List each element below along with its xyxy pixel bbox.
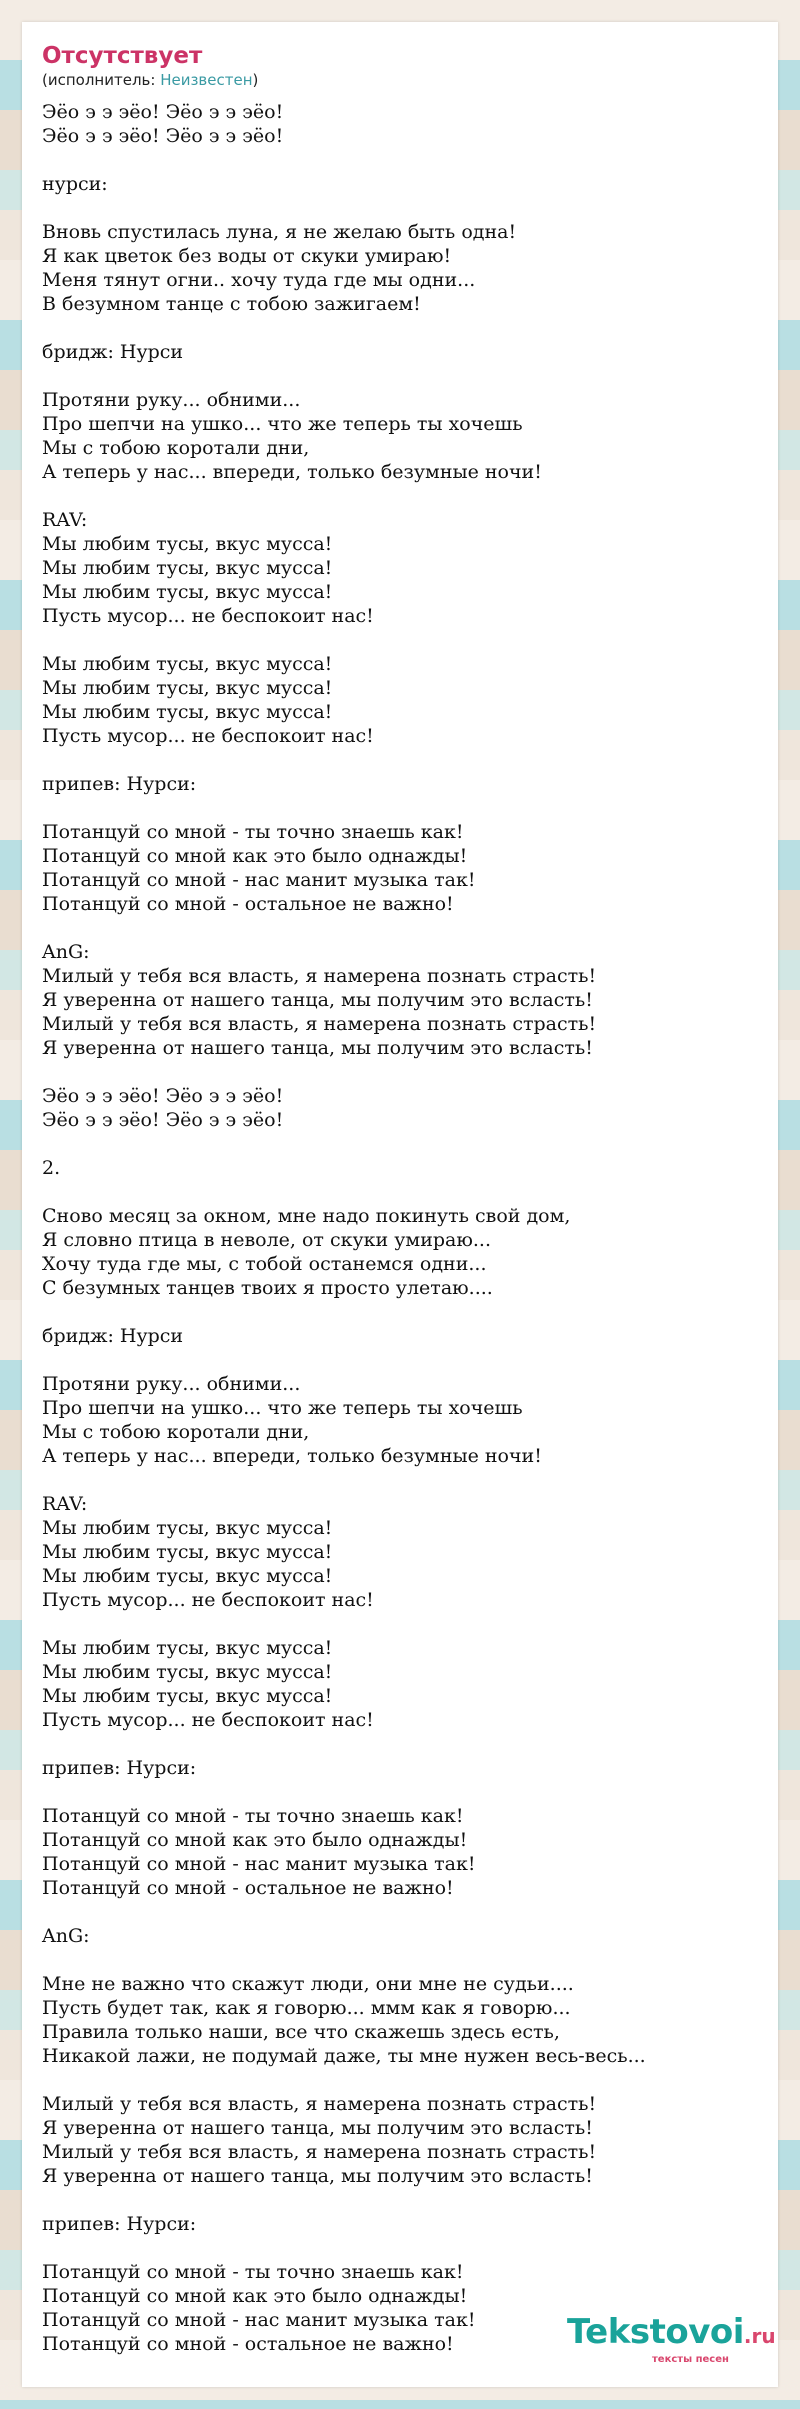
lyric-blank-line [42,1348,762,1372]
lyric-line: Мы любим тусы, вкус мусса! [42,1565,333,1587]
lyric-line: Потанцуй со мной как это было однажды! [42,2285,468,2307]
logo-name: Tekstovoi [567,2312,744,2352]
logo-tagline: тексты песен [652,2354,729,2365]
lyric-line: Мы любим тусы, вкус мусса! [42,1517,333,1539]
lyric-line: Хочу туда где мы, с тобой останемся одни... [42,1253,487,1275]
artist-link[interactable]: Неизвестен [160,71,253,89]
lyric-line: Мы любим тусы, вкус мусса! [42,653,333,675]
lyric-blank-line [42,2068,762,2092]
lyric-line: В безумном танце с тобою зажигаем! [42,293,421,315]
lyric-line: Мы с тобою коротали дни, [42,1421,310,1443]
lyric-line: припев: Нурси: [42,1757,197,1779]
lyric-line: Эёо э э эёо! Эёо э э эёо! [42,1085,284,1107]
lyric-line: Пусть будет так, как я говорю... ммм как я говорю... [42,1997,571,2019]
lyric-line: Мы любим тусы, вкус мусса! [42,701,333,723]
lyric-line: Эёо э э эёо! Эёо э э эёо! [42,125,284,147]
lyric-line: Я уверенна от нашего танца, мы получим это всласть! [42,2165,593,2187]
lyric-line: Потанцуй со мной как это было однажды! [42,845,468,867]
lyric-line: Мы любим тусы, вкус мусса! [42,1661,333,1683]
lyric-line: Пусть мусор... не беспокоит нас! [42,1709,374,1731]
lyric-line: 2. [42,1157,61,1179]
lyric-blank-line [42,1060,762,1084]
lyric-line: AnG: [42,1925,90,1947]
lyric-line: Пусть мусор... не беспокоит нас! [42,725,374,747]
lyrics-card [22,22,778,2387]
lyric-blank-line [42,484,762,508]
lyric-blank-line [42,628,762,652]
lyric-line: Мы любим тусы, вкус мусса! [42,1541,333,1563]
lyric-blank-line [42,1132,762,1156]
lyric-line: Я как цветок без воды от скуки умираю! [42,245,452,267]
lyric-line: Пусть мусор... не беспокоит нас! [42,605,374,627]
lyric-line: Никакой лажи, не подумай даже, ты мне нужен весь-весь... [42,2045,646,2067]
performer-suffix: ) [252,71,259,89]
performer-prefix: (исполнитель: [42,71,161,89]
lyric-line: Потанцуй со мной - нас манит музыка так! [42,2309,476,2331]
lyric-line: Я словно птица в неволе, от скуки умираю... [42,1229,492,1251]
lyric-blank-line [42,796,762,820]
lyric-line: бридж: Нурси [42,1325,184,1347]
performer-line [42,70,258,90]
lyric-line: Потанцуй со мной - нас манит музыка так! [42,1853,476,1875]
lyric-line: Я уверенна от нашего танца, мы получим это всласть! [42,2117,593,2139]
lyric-line: припев: Нурси: [42,2213,197,2235]
lyric-blank-line [42,1948,762,1972]
lyric-line: Меня тянут огни.. хочу туда где мы одни... [42,269,476,291]
lyric-line: Я уверенна от нашего танца, мы получим это всласть! [42,989,593,1011]
lyric-line: Мы любим тусы, вкус мусса! [42,1637,333,1659]
lyrics-text [42,100,762,2356]
lyric-line: припев: Нурси: [42,773,197,795]
lyric-blank-line [42,1900,762,1924]
lyric-line: Пусть мусор... не беспокоит нас! [42,1589,374,1611]
lyric-blank-line [42,196,762,220]
site-logo[interactable] [567,2312,782,2372]
lyric-line: Мы любим тусы, вкус мусса! [42,1685,333,1707]
lyric-blank-line [42,916,762,940]
lyric-line: Потанцуй со мной - нас манит музыка так! [42,869,476,891]
lyric-blank-line [42,2188,762,2212]
lyric-line: Потанцуй со мной - остальное не важно! [42,2333,454,2355]
lyric-line: Эёо э э эёо! Эёо э э эёо! [42,1109,284,1131]
lyric-line: А теперь у нас... впереди, только безумные ночи! [42,461,542,483]
lyric-line: Мне не важно что скажут люди, они мне не судьи.... [42,1973,574,1995]
lyric-line: AnG: [42,941,90,963]
lyric-line: RAV: [42,509,88,531]
lyric-line: Эёо э э эёо! Эёо э э эёо! [42,101,284,123]
lyric-blank-line [42,2236,762,2260]
logo-tld: .ru [743,2324,776,2348]
logo-wordmark [567,2312,776,2356]
lyric-line: Мы с тобою коротали дни, [42,437,310,459]
lyric-line: А теперь у нас... впереди, только безумные ночи! [42,1445,542,1467]
song-title: Отсутствует [42,43,203,69]
lyric-line: Потанцуй со мной - ты точно знаешь как! [42,2261,464,2283]
lyric-line: Милый у тебя вся власть, я намерена познать страсть! [42,1013,597,1035]
lyric-line: Сново месяц за окном, мне надо покинуть свой дом, [42,1205,571,1227]
lyric-blank-line [42,364,762,388]
lyric-line: Потанцуй со мной как это было однажды! [42,1829,468,1851]
lyric-blank-line [42,316,762,340]
lyric-blank-line [42,1732,762,1756]
lyric-line: нурси: [42,173,108,195]
lyric-line: бридж: Нурси [42,341,184,363]
lyric-blank-line [42,1612,762,1636]
lyric-blank-line [42,1180,762,1204]
lyric-blank-line [42,1780,762,1804]
lyric-line: Правила только наши, все что скажешь здесь есть, [42,2021,560,2043]
song-header [42,42,258,90]
lyric-line: Милый у тебя вся власть, я намерена познать страсть! [42,965,597,987]
lyric-blank-line [42,1300,762,1324]
lyric-line: Милый у тебя вся власть, я намерена познать страсть! [42,2141,597,2163]
lyric-line: Мы любим тусы, вкус мусса! [42,533,333,555]
lyric-line: Потанцуй со мной - остальное не важно! [42,1877,454,1899]
lyric-line: Я уверенна от нашего танца, мы получим это всласть! [42,1037,593,1059]
lyric-blank-line [42,1468,762,1492]
lyric-line: Протяни руку... обними... [42,389,301,411]
lyric-line: С безумных танцев твоих я просто улетаю.... [42,1277,493,1299]
lyric-line: Мы любим тусы, вкус мусса! [42,581,333,603]
lyric-blank-line [42,748,762,772]
lyric-line: Про шепчи на ушко... что же теперь ты хочешь [42,413,523,435]
lyric-line: RAV: [42,1493,88,1515]
lyric-line: Милый у тебя вся власть, я намерена познать страсть! [42,2093,597,2115]
lyric-line: Мы любим тусы, вкус мусса! [42,557,333,579]
lyric-line: Потанцуй со мной - ты точно знаешь как! [42,821,464,843]
lyric-line: Потанцуй со мной - остальное не важно! [42,893,454,915]
lyric-line: Про шепчи на ушко... что же теперь ты хочешь [42,1397,523,1419]
lyric-line: Потанцуй со мной - ты точно знаешь как! [42,1805,464,1827]
lyric-line: Вновь спустилась луна, я не желаю быть одна! [42,221,517,243]
lyric-blank-line [42,148,762,172]
lyric-line: Протяни руку... обними... [42,1373,301,1395]
lyric-line: Мы любим тусы, вкус мусса! [42,677,333,699]
